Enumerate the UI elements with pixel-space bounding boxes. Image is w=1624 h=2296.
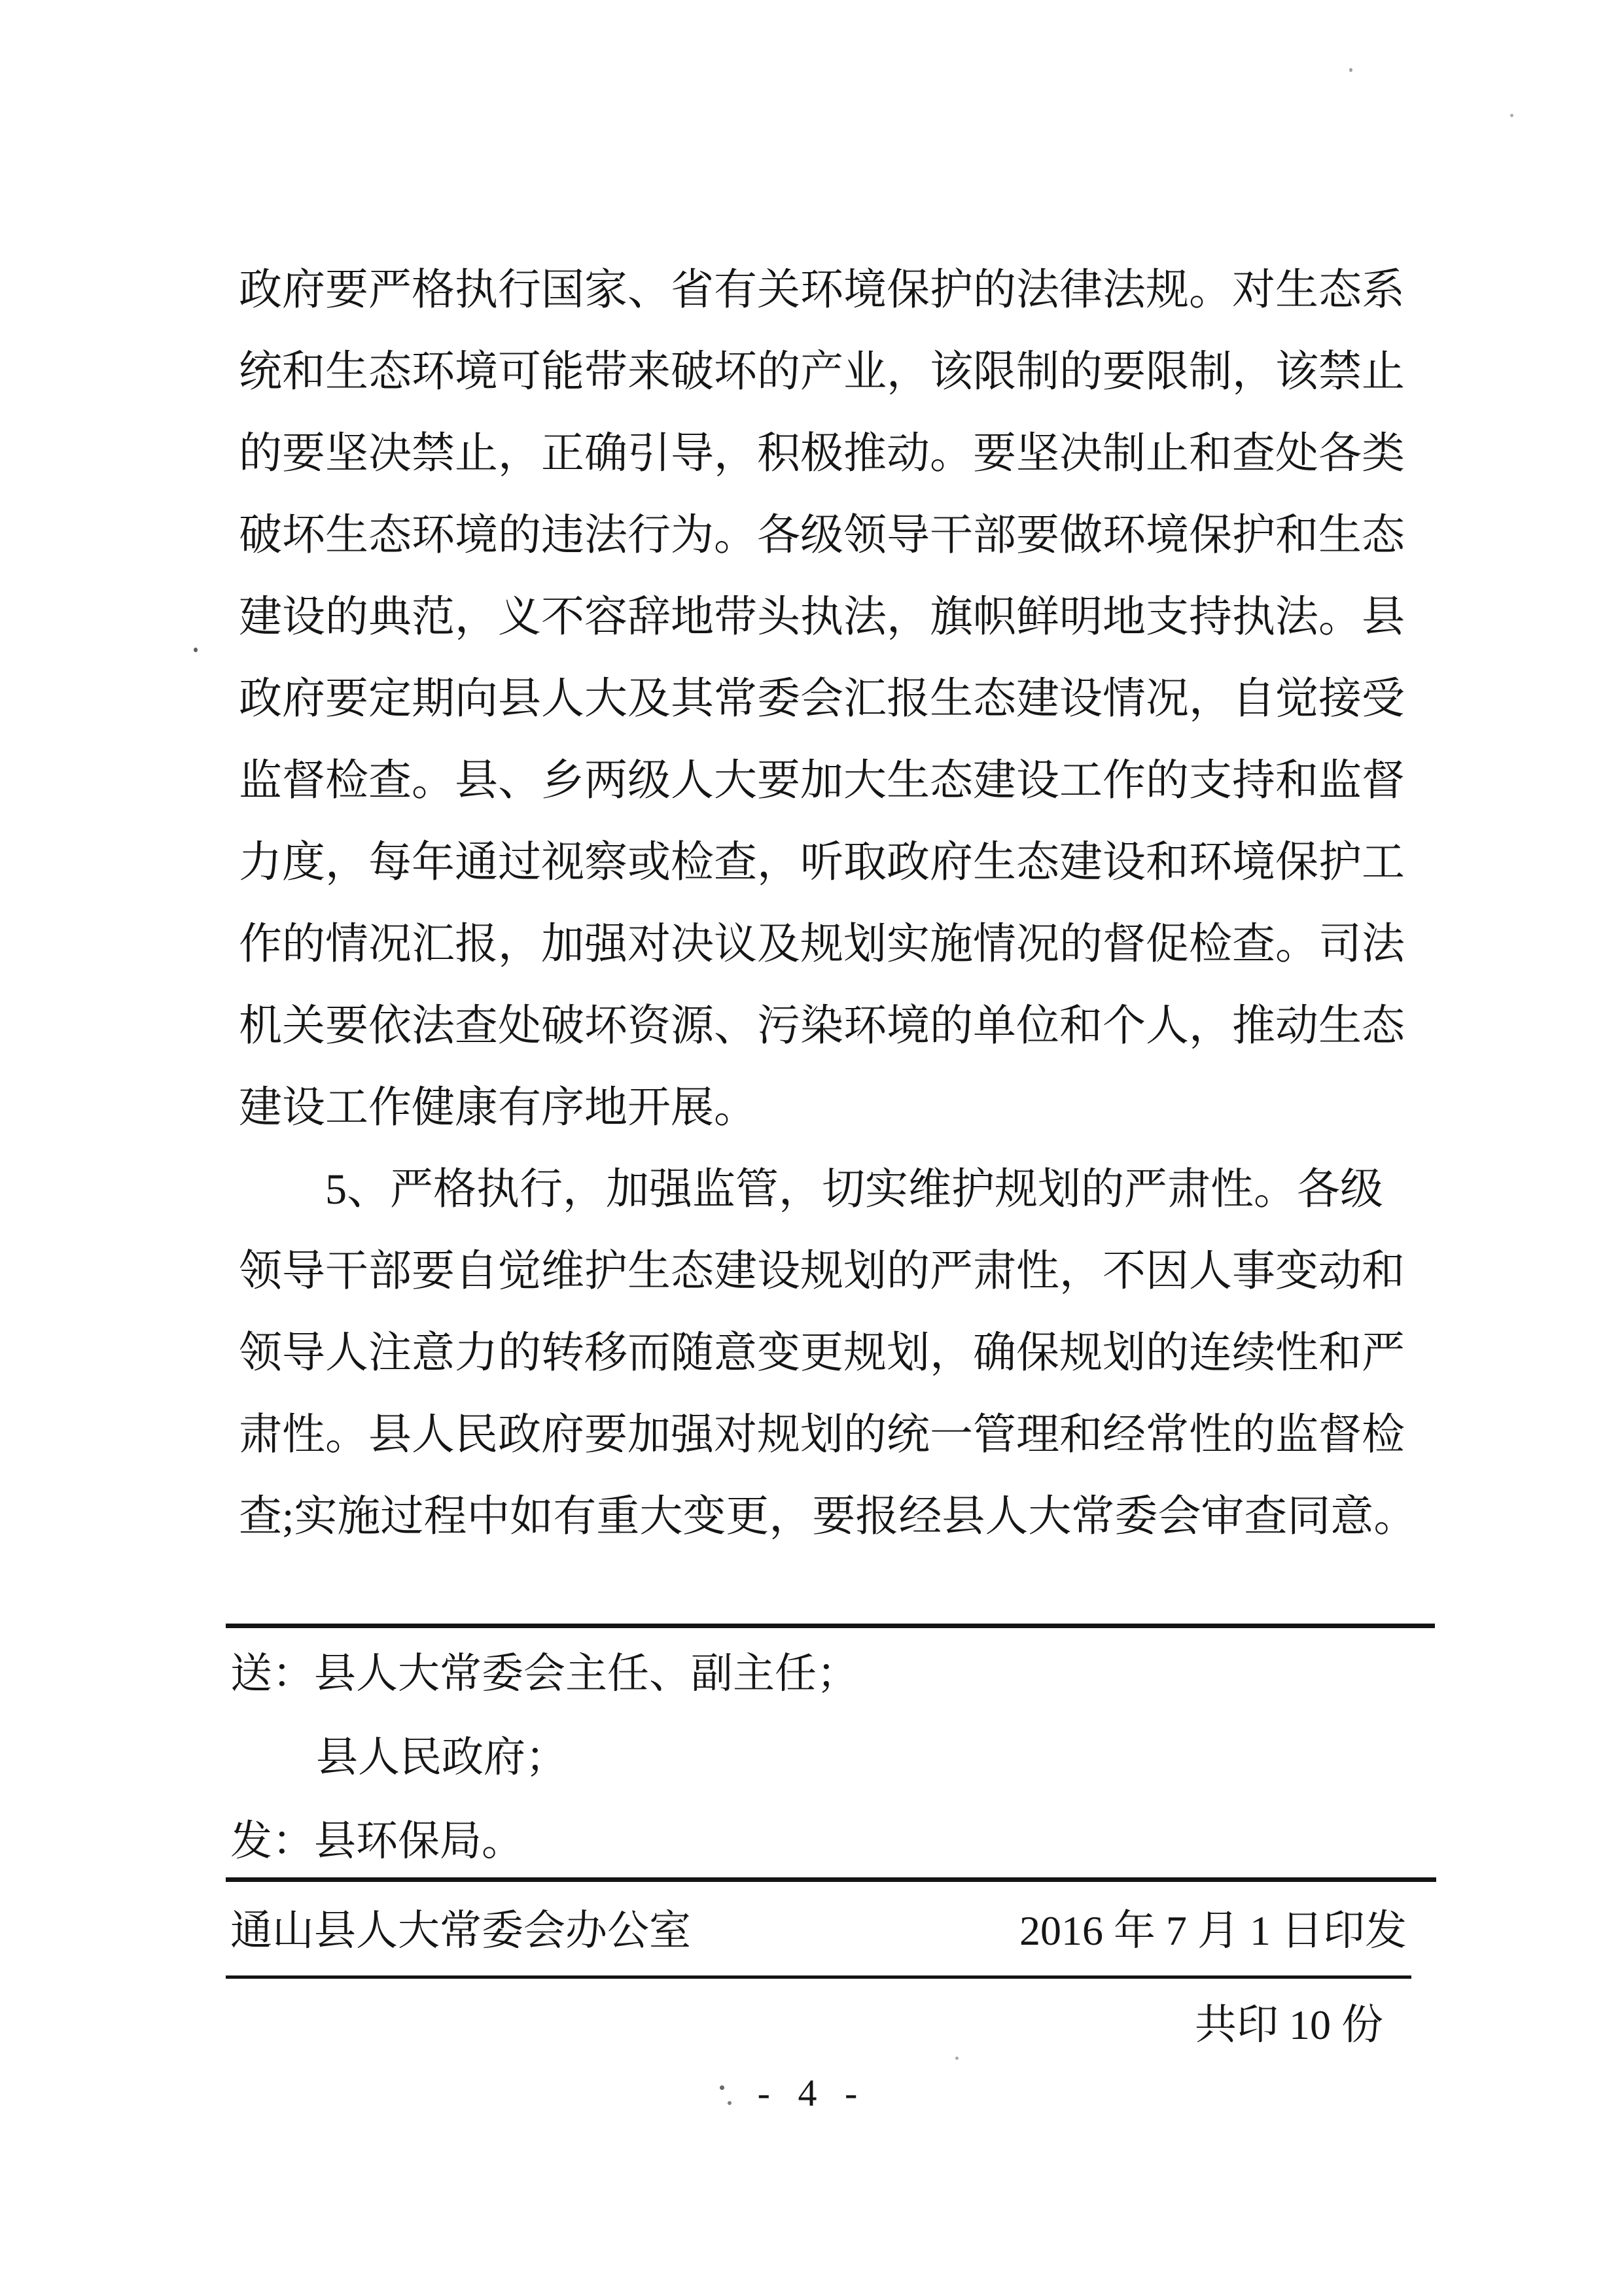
body-line: 肃性。县人民政府要加强对规划的统一管理和经常性的监督检 <box>239 1411 1405 1459</box>
body-line: 破坏生态环境的违法行为。各级领导干部要做环境保护和生态 <box>239 512 1405 559</box>
issuing-office: 通山县人大常委会办公室 <box>230 1907 691 1954</box>
scan-speck <box>1349 68 1352 72</box>
body-line: 监督检查。县、乡两级人大要加大生态建设工作的支持和监督 <box>239 757 1405 805</box>
body-line: 政府要严格执行国家、省有关环境保护的法律法规。对生态系 <box>239 266 1405 314</box>
body-line: 领导干部要自觉维护生态建设规划的严肃性，不因人事变动和 <box>239 1247 1405 1295</box>
body-line: 机关要依法查处破坏资源、污染环境的单位和个人，推动生态 <box>239 1002 1405 1050</box>
body-line: 作的情况汇报，加强对决议及规划实施情况的督促检查。司法 <box>239 920 1405 968</box>
distribution-block <box>230 1647 1441 1898</box>
colophon-row <box>230 1905 1407 1957</box>
separator-rule-top <box>226 1624 1435 1628</box>
dist-line: 县人民政府； <box>316 1734 567 1781</box>
body-line: 领导人注意力的转移而随意变更规划，确保规划的连续性和严 <box>239 1329 1405 1377</box>
separator-rule-middle <box>226 1877 1436 1882</box>
dist-line: 发：县环保局。 <box>230 1818 523 1864</box>
document-body <box>239 262 1417 1570</box>
scan-speck <box>955 2057 959 2060</box>
dist-line: 送：县人大常委会主任、副主任； <box>230 1650 858 1697</box>
scan-speck <box>720 2085 724 2090</box>
body-line: 5、严格执行，加强监管，切实维护规划的严肃性。各级 <box>325 1166 1383 1213</box>
body-line: 的要坚决禁止，正确引导，积极推动。要坚决制止和查处各类 <box>239 430 1405 478</box>
body-line: 政府要定期向县人大及其常委会汇报生态建设情况，自觉接受 <box>239 675 1405 723</box>
scan-speck <box>194 648 198 652</box>
scan-speck <box>1510 114 1513 117</box>
print-date: 2016 年 7 月 1 日印发 <box>1019 1907 1407 1954</box>
body-line: 建设工作健康有序地开展。 <box>239 1084 757 1132</box>
body-line: 查;实施过程中如有重大变更，要报经县人大常委会审查同意。 <box>239 1493 1417 1540</box>
page-number: - 4 - <box>757 2072 867 2114</box>
body-line: 统和生态环境可能带来破坏的产业，该限制的要限制，该禁止 <box>239 348 1405 396</box>
scan-speck <box>728 2101 732 2105</box>
print-copies: 共印 10 份 <box>1195 2002 1383 2048</box>
separator-rule-bottom <box>226 1975 1411 1979</box>
body-line: 力度，每年通过视察或检查，听取政府生态建设和环境保护工 <box>239 839 1405 886</box>
body-line: 建设的典范，义不容辞地带头执法，旗帜鲜明地支持执法。县 <box>239 593 1405 641</box>
